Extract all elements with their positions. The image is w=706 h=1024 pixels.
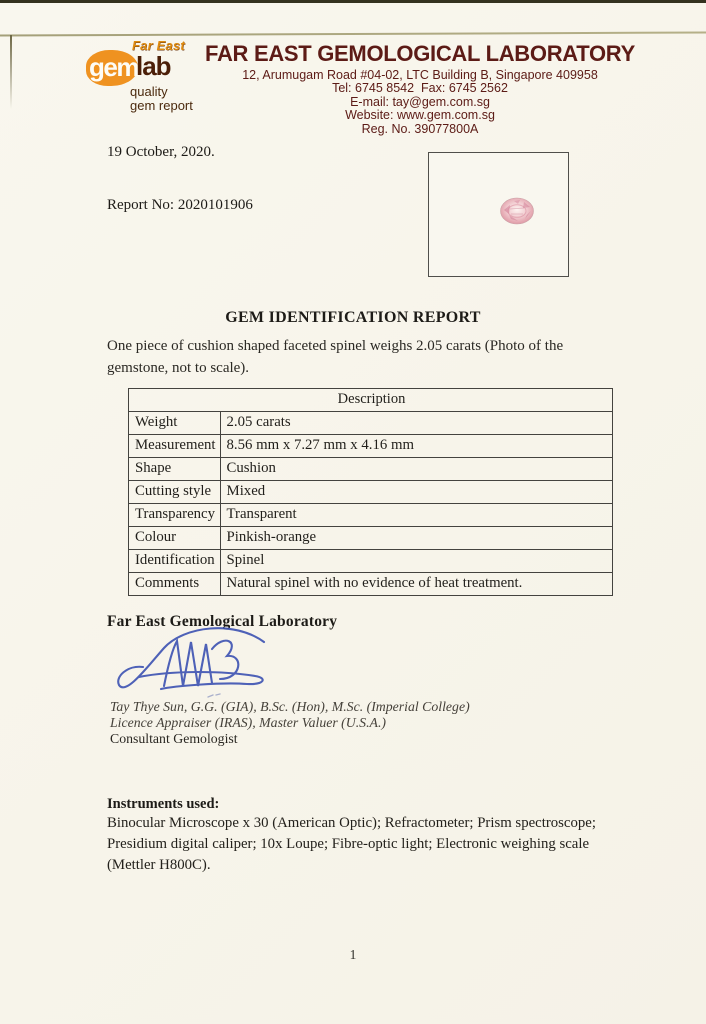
- paper-left-edge: [10, 35, 12, 109]
- paper-top-edge: [0, 31, 706, 36]
- table-value-cell: Mixed: [220, 481, 612, 504]
- gem-photo-frame: [428, 152, 569, 277]
- table-value-cell: Cushion: [220, 458, 612, 481]
- table-value-cell: Transparent: [220, 504, 612, 527]
- table-label-cell: Comments: [129, 573, 221, 596]
- report-title: GEM IDENTIFICATION REPORT: [225, 309, 481, 326]
- page-number: 1: [349, 947, 357, 962]
- signature-scribble: [112, 626, 277, 709]
- lab-website: Website: www.gem.com.sg: [345, 108, 495, 123]
- table-row: [129, 573, 613, 596]
- logo-orange-blob: [86, 50, 138, 86]
- lab-phone: Tel: 6745 8542 Fax: 6745 2562: [332, 81, 508, 96]
- table-label-cell: Shape: [129, 458, 221, 481]
- table-row: [129, 504, 613, 527]
- table-label-cell: Identification: [129, 550, 221, 573]
- lab-registration: Reg. No. 39077800A: [361, 121, 479, 136]
- lab-address: 12, Arumugam Road #04-02, LTC Building B, Singapore 409958: [242, 68, 598, 82]
- logo-gem-text: gem: [89, 52, 138, 82]
- gemlab-logo: [86, 38, 206, 113]
- signatory-company: Far East Gemological Laboratory: [107, 613, 338, 630]
- report-number: Report No: 2020101906: [107, 197, 253, 213]
- logo-tagline-quality: quality: [130, 84, 168, 99]
- lab-email: E-mail: tay@gem.com.sg: [350, 94, 490, 109]
- signatory-name: Tay Thye Sun, G.G. (GIA), B.Sc. (Hon), M.Sc. (Imperial College): [110, 699, 470, 714]
- table-label-cell: Cutting style: [129, 481, 221, 504]
- logo-far-east-text: Far East: [132, 38, 185, 53]
- signatory-license: Licence Appraiser (IRAS), Master Valuer (U.S.A.): [110, 715, 387, 731]
- scanner-edge-strip: [0, 0, 706, 3]
- table-value-cell: Pinkish-orange: [220, 527, 612, 550]
- instruments-heading: Instruments used:: [107, 796, 220, 812]
- table-label-cell: Weight: [129, 412, 221, 435]
- table-value-cell: 2.05 carats: [220, 412, 612, 435]
- table-value-cell: Spinel: [220, 550, 612, 573]
- table-header-row: [129, 389, 613, 412]
- table-label-cell: Transparency: [129, 504, 221, 527]
- lab-title: FAR EAST GEMOLOGICAL LABORATORY: [205, 41, 635, 66]
- table-row: [129, 527, 613, 550]
- table-label-cell: Colour: [129, 527, 221, 550]
- report-summary: One piece of cushion shaped faceted spinel weighs 2.05 carats (Photo of the gemstone, not to scale).: [107, 338, 564, 376]
- table-row: [129, 458, 613, 481]
- table-header-description: Description: [129, 389, 613, 412]
- logo-lab-text: lab: [136, 51, 171, 81]
- instruments-text: Binocular Microscope x 30 (American Optic); Refractometer; Prism spectroscope; Presidium digital caliper; 10x Loupe; Fibre-optic light; Electronic weighing scale (Mettler H800C).: [107, 815, 596, 873]
- table-value-cell: Natural spinel with no evidence of heat treatment.: [220, 573, 612, 596]
- logo-tagline-gem-report: gem report: [130, 98, 193, 113]
- table-label-cell: Measurement: [129, 435, 221, 458]
- signatory-credentials: [110, 699, 470, 748]
- table-row: [129, 481, 613, 504]
- signatory-role: Consultant Gemologist: [110, 731, 238, 747]
- table-row: [129, 550, 613, 573]
- letterhead: [195, 41, 645, 136]
- gemstone-photo: [499, 196, 535, 231]
- table-value-cell: 8.56 mm x 7.27 mm x 4.16 mm: [220, 435, 612, 458]
- table-row: [129, 412, 613, 435]
- table-row: [129, 435, 613, 458]
- description-table: [128, 388, 613, 596]
- report-date: 19 October, 2020.: [107, 144, 215, 160]
